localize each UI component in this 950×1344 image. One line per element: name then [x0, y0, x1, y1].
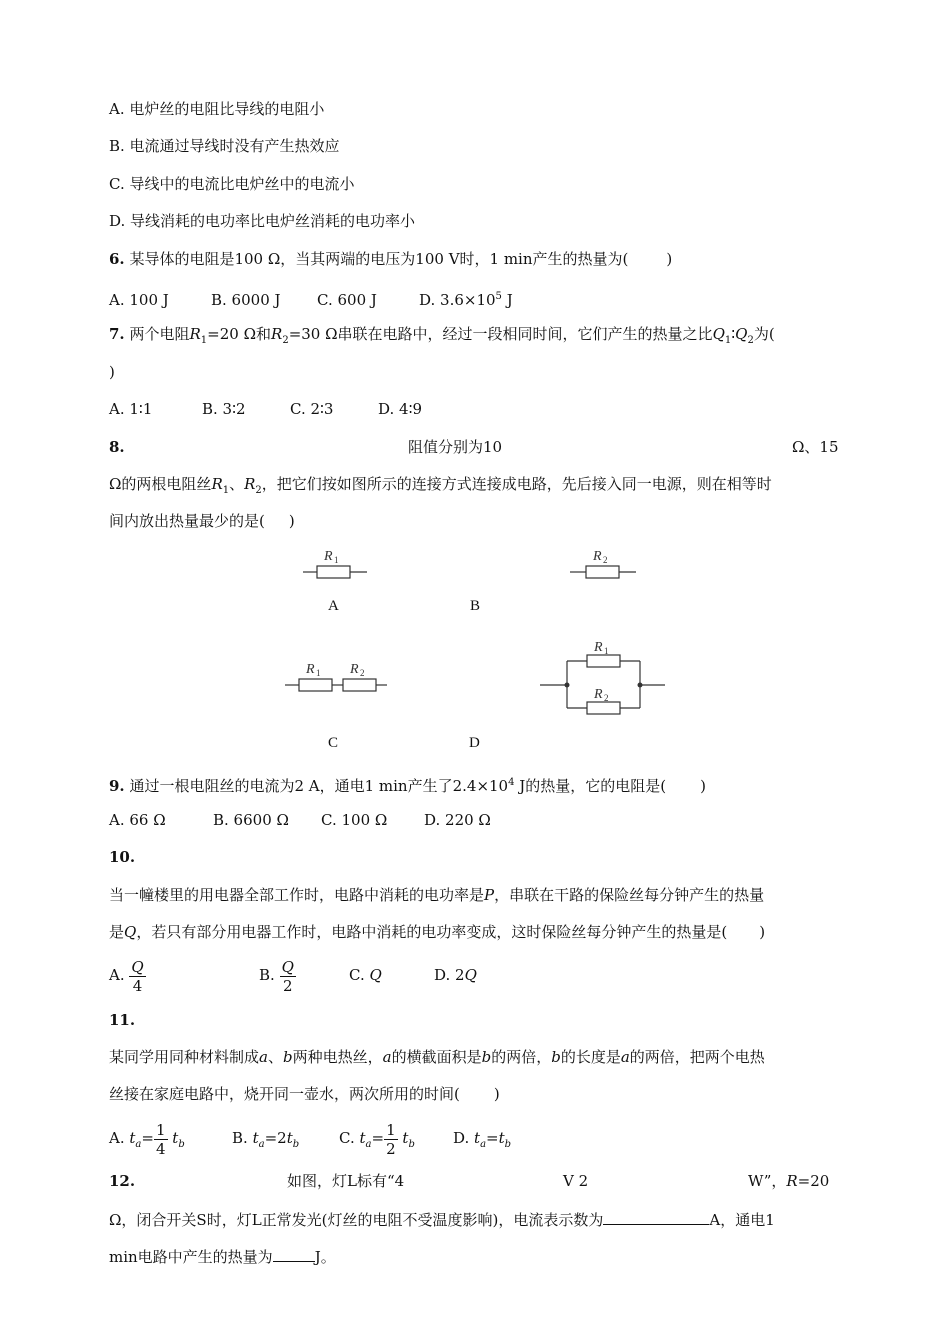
q8-text-2: Ω、15 — [792, 438, 839, 456]
q11-number: 11. — [109, 1011, 136, 1029]
q6-stem: 6. 某导体的电阻是100 Ω，当其两端的电压为100 V时，1 min产生的热量为( ) — [109, 250, 673, 268]
q12-text-1: 如图，灯L标有“4 — [287, 1172, 405, 1190]
q5-option-a: A. 电炉丝的电阻比导线的电阻小 — [109, 100, 325, 118]
q6-option-a: A. 100 J — [109, 291, 169, 309]
q5-option-b: B. 电流通过导线时没有产生热效应 — [109, 137, 340, 155]
fig-a-resistor-label: R — [324, 549, 333, 564]
q12-answer-blank-heat[interactable] — [273, 1245, 315, 1262]
q12-answer-blank-current[interactable] — [603, 1208, 709, 1225]
fig-d-resistor-2-label: R — [594, 687, 603, 702]
svg-text:1: 1 — [604, 646, 609, 656]
q12-stem: Ω，闭合开关S时，灯L正常发光(灯丝的电阻不受温度影响)，电流表示数为 A，通电1 — [109, 1208, 775, 1231]
q10-stem-2: 是Q，若只有部分用电器工作时，电路中消耗的电功率变成，这时保险丝每分钟产生的热量是( ) — [109, 923, 766, 941]
q6-text: 某导体的电阻是100 Ω，当其两端的电压为100 V时，1 min产生的热量为( — [129, 250, 629, 268]
svg-text:1: 1 — [316, 668, 321, 678]
q6-option-c: C. 600 J — [317, 291, 377, 309]
q11-option-d: D. $t_a=t_b$ — [453, 1129, 512, 1150]
q6-option-b: B. 6000 J — [211, 291, 281, 309]
svg-text:2: 2 — [604, 693, 609, 703]
q10-option-c: C. Q — [349, 966, 382, 984]
q8-text-1: 阻值分别为10 — [408, 438, 503, 456]
q11-stem-2: 丝接在家庭电路中，烧开同一壶水，两次所用的时间( ) — [109, 1085, 500, 1103]
q10-option-d: D. 2Q — [434, 966, 477, 984]
fig-label-c: C — [328, 735, 339, 751]
q9-option-a: A. 66 Ω — [109, 811, 166, 829]
q9-option-b: B. 6600 Ω — [213, 811, 289, 829]
q9-options — [109, 809, 491, 831]
q10-option-a: A. $\frac{Q}{4}$ — [109, 957, 144, 995]
q10-option-b: B. $\frac{Q}{2}$ — [259, 957, 294, 995]
fig-b-resistor-label: R — [593, 549, 602, 564]
q11-option-a: A. $t_a=$ $\frac{1}{4}$ $t_b$ — [109, 1120, 185, 1158]
q9-option-d: D. 220 Ω — [424, 811, 491, 829]
q12-text-3: W”，R=20 — [748, 1172, 830, 1190]
q7-option-d: D. 4∶9 — [378, 400, 423, 418]
fig-c-resistor-2-label: R — [350, 662, 359, 677]
svg-text:1: 1 — [334, 555, 339, 565]
q12-number: 12. — [109, 1172, 136, 1190]
q5-option-c: C. 导线中的电流比电炉丝中的电流小 — [109, 175, 355, 193]
q12-stem-2: min电路中产生的热量为 J。 — [109, 1245, 336, 1268]
q7-stem-end: ) — [109, 363, 115, 381]
q11-stem: 某同学用同种材料制成a、b两种电热丝，a的横截面积是b的两倍，b的长度是a的两倍，把两个电热 — [109, 1048, 765, 1066]
q10-options — [109, 956, 477, 995]
fig-label-d: D — [469, 735, 480, 751]
q9-stem: 9. 通过一根电阻丝的电流为2 A，通电1 min产生了$2.4\times 10^4$ J的热量，它的电阻是( ) — [109, 777, 706, 795]
q7-option-c: C. 2∶3 — [290, 400, 334, 418]
fig-d-resistor-1-label: R — [594, 640, 603, 655]
q11-option-c: C. $t_a=$ $\frac{1}{2}$ $t_b$ — [339, 1120, 415, 1158]
q8-stem-end: 间内放出热量最少的是( ) — [109, 512, 295, 530]
q8-number: 8. — [109, 438, 125, 456]
svg-text:2: 2 — [603, 555, 608, 565]
q9-option-c: C. 100 Ω — [321, 811, 388, 829]
q7-option-b: B. 3∶2 — [202, 400, 246, 418]
svg-text:2: 2 — [360, 668, 365, 678]
q11-options — [109, 1118, 511, 1165]
q6-option-d: D. $3.6\times 10^5$ J — [419, 291, 513, 309]
fig-c-resistor-1-label: R — [306, 662, 315, 677]
q7-option-a: A. 1∶1 — [109, 400, 153, 418]
q6-number: 6. — [109, 250, 125, 268]
fig-label-a: A — [328, 598, 339, 614]
q11-option-b: B. $t_a=2t_b$ — [232, 1129, 300, 1150]
q12-text-2: V 2 — [563, 1172, 589, 1190]
q7-stem: 7. 两个电阻$R_1=20$ Ω和$R_2=30$ Ω串联在电路中，经过一段相同时间，它们产生的热量之比$Q_1∶Q_2$为( — [109, 325, 775, 346]
q5-option-d: D. 导线消耗的电功率比电炉丝消耗的电功率小 — [109, 212, 416, 230]
q10-number: 10. — [109, 848, 136, 866]
q8-stem: Ω的两根电阻丝$R_1$、$R_2$，把它们按如图所示的连接方式连接成电路，先后接入同一电源，则在相等时 — [109, 475, 772, 496]
fig-label-b: B — [470, 598, 481, 614]
q10-stem: 当一幢楼里的用电器全部工作时，电路中消耗的电功率是P，串联在干路的保险丝每分钟产生的热量 — [109, 886, 765, 904]
